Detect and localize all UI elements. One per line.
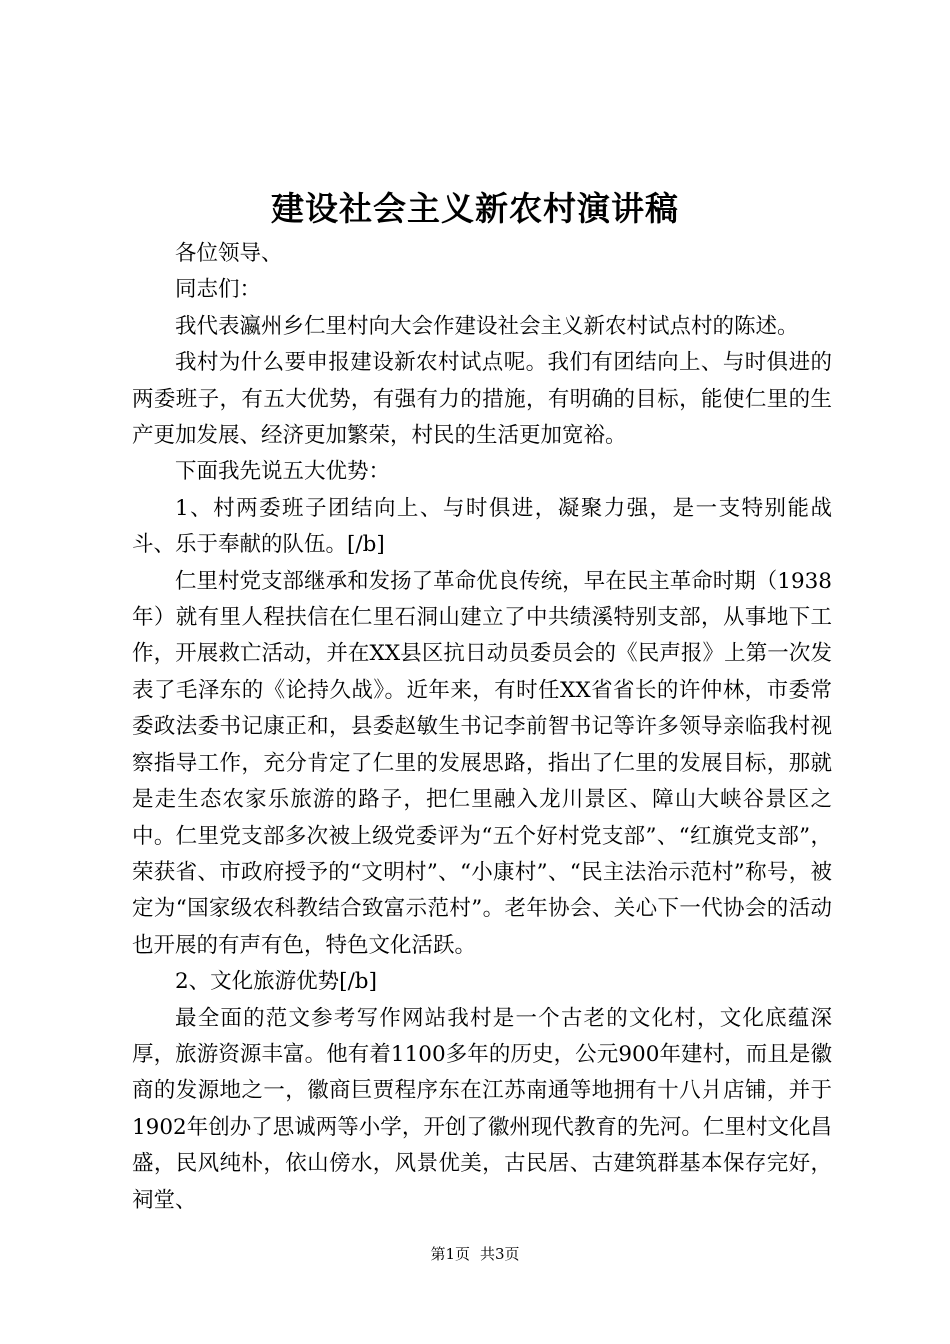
paragraph: 我代表瀛州乡仁里村向大会作建设社会主义新农村试点村的陈述。: [175, 313, 799, 339]
page-number: 第1页: [430, 1245, 470, 1263]
paragraph: 下面我先说五大优势：: [175, 459, 391, 485]
document-body: [132, 236, 832, 1219]
section-heading: 2、文化旅游优势[/b]: [175, 969, 377, 995]
greeting-line: 各位领导、: [175, 241, 283, 266]
greeting-line: 同志们：: [175, 277, 262, 303]
section-heading: 1、村两委班子团结向上、与时俱进，凝聚力强，是一支特别能战斗、乐于奉献的队伍。[/b]: [132, 495, 832, 558]
paragraph: 我村为什么要申报建设新农村试点呢。我们有团结向上、与时俱进的两委班子，有五大优势，有强有力的措施，有明确的目标，能使仁里的生产更加发展、经济更加繁荣，村民的生活更加宽裕。: [132, 350, 832, 449]
page-total: 共3页: [480, 1245, 520, 1263]
paragraph: 最全面的范文参考写作网站我村是一个古老的文化村，文化底蕴深厚，旅游资源丰富。他有着1100多年的历史，公元900年建村，而且是徽商的发源地之一，徽商巨贾程序东在江苏南通等地拥有十八爿店铺，并于1902年创办了思诚两等小学，开创了徽州现代教育的先河。仁里村文化昌盛，民风纯朴，依山傍水，风景优美，古民居、古建筑群基本保存完好，祠堂、: [132, 1005, 832, 1213]
document-title: 建设社会主义新农村演讲稿: [271, 189, 679, 228]
page-footer: [0, 1244, 950, 1264]
paragraph: 仁里村党支部继承和发扬了革命优良传统，早在民主革命时期（1938年）就有里人程扶信在仁里石洞山建立了中共绩溪特别支部，从事地下工作，开展救亡活动，并在XX县区抗日动员委员会的《民声报》上第一次发表了毛泽东的《论持久战》。近年来，有时任XX省省长的许仲林，市委常委政法委书记康正和，县委赵敏生书记李前智书记等许多领导亲临我村视察指导工作，充分肯定了仁里的发展思路，指出了仁里的发展目标，那就是走生态农家乐旅游的路子，把仁里融入龙川景区、障山大峡谷景区之中。仁里党支部多次被上级党委评为“五个好村党支部”、“红旗党支部”，荣获省、市政府授予的“文明村”、“小康村”、“民主法治示范村”称号，被定为“国家级农科教结合致富示范村”。老年协会、关心下一代协会的活动也开展的有声有色，特色文化活跃。: [132, 568, 832, 958]
